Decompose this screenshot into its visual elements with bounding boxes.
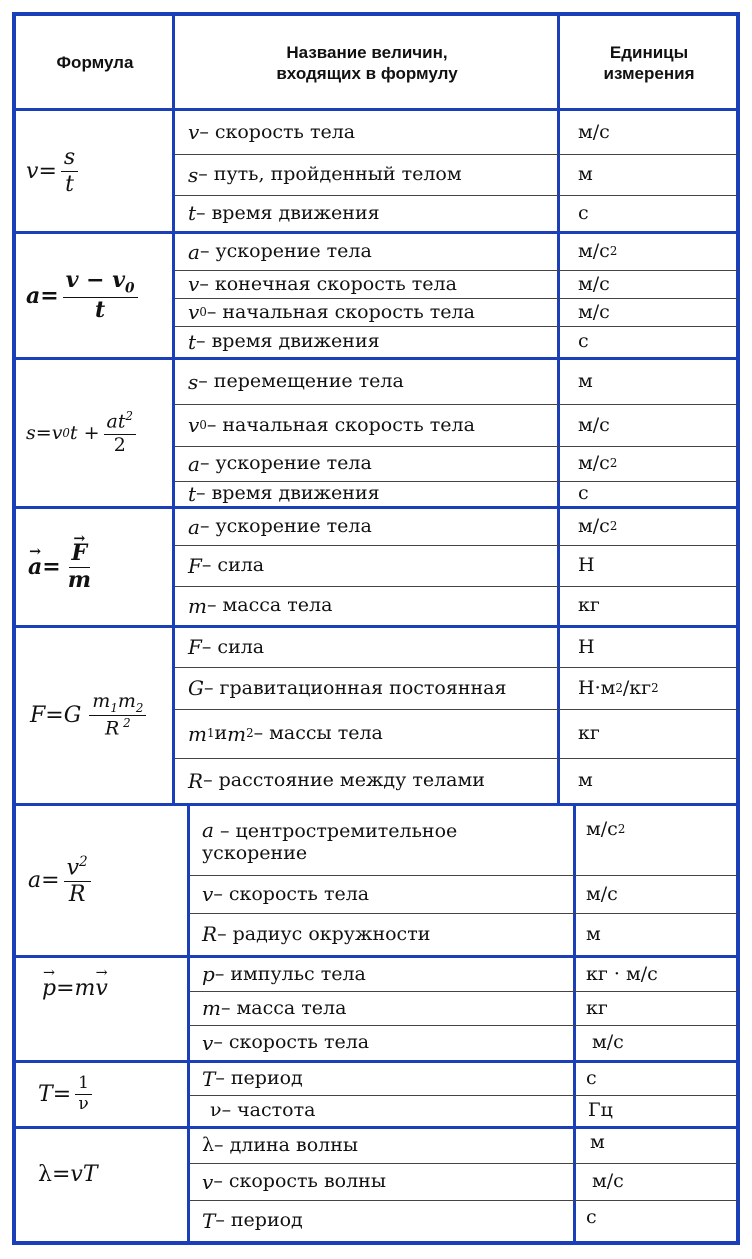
divider [187, 805, 190, 1243]
quantity-description: F – сила [188, 553, 265, 578]
quantity-description: F – сила [188, 635, 265, 659]
unit-value: с [578, 482, 589, 505]
unit-value: с [578, 330, 589, 353]
quantity-description: m 1 и m 2 – массы тела [188, 721, 383, 746]
formula-newton-second-law: → a = → $\frac{F}{m}$ [16, 509, 172, 625]
header-units: Единицы измерения [603, 42, 695, 83]
quantity-description: m – масса тела [188, 593, 333, 618]
formula-centripetal: a = $\frac{v^2}{R}$ [16, 806, 187, 955]
quantity-description: v – скорость тела [188, 120, 356, 144]
formula-momentum: → p = m → v [16, 958, 187, 1018]
unit-value: м/с [592, 1170, 624, 1193]
divider [172, 14, 175, 805]
quantity-description: p – импульс тела [202, 962, 366, 986]
unit-value: м/с [578, 300, 610, 323]
quantity-description: s – перемещение тела [188, 369, 404, 394]
unit-value: м/с [578, 120, 610, 143]
quantity-description: G – гравитационная постоянная [188, 676, 507, 700]
divider [573, 805, 576, 1243]
unit-value: м/с [578, 413, 610, 436]
unit-value: кг · м/с [586, 962, 658, 985]
quantity-description: T – период [202, 1066, 303, 1091]
formula-wavelength: λ = vT [38, 1161, 98, 1187]
unit-value: м/с [592, 1031, 624, 1054]
quantity-description: v 0 – начальная скорость тела [188, 300, 475, 324]
quantity-description: s – путь, пройденный телом [188, 162, 462, 187]
quantity-description: ν – частота [210, 1099, 316, 1122]
divider [557, 14, 560, 805]
unit-value: м/с 2 [586, 818, 626, 841]
formula-gravitation: F = G $\frac{m_1m_2}{R ^2}$ [16, 628, 172, 803]
quantity-description: v – скорость тела [202, 882, 370, 906]
quantity-description: a – центростремительное ускорение [202, 817, 458, 864]
unit-value: м [590, 1131, 605, 1154]
quantity-description: λ – длина волны [202, 1134, 359, 1157]
quantity-description: v – конечная скорость тела [188, 272, 457, 296]
unit-value: Гц [588, 1099, 613, 1122]
quantity-description: v – скорость тела [202, 1030, 370, 1055]
formula-displacement: s = v 0 t + $\frac{at^2}{2}$ [16, 360, 172, 506]
unit-value: с [578, 201, 589, 224]
unit-value: Н [578, 635, 595, 658]
quantity-description: t – время движения [188, 329, 380, 354]
quantity-description: v – скорость волны [202, 1169, 386, 1194]
unit-value: кг [586, 996, 608, 1019]
quantity-description: a – ускорение тела [188, 239, 372, 264]
unit-value: с [586, 1067, 597, 1090]
quantity-description: T – период [202, 1208, 303, 1233]
unit-value: м/с [578, 272, 610, 295]
quantity-description: R – радиус окружности [202, 922, 431, 946]
quantity-description: t – время движения [188, 481, 380, 506]
quantity-description: a – ускорение тела [188, 451, 372, 476]
header-formula: Формула [56, 53, 134, 73]
quantity-description: a – ускорение тела [188, 514, 372, 539]
unit-value: м/с 2 [578, 452, 618, 475]
unit-value: м [578, 370, 593, 393]
unit-value: м [578, 769, 593, 792]
unit-value: м [578, 163, 593, 186]
unit-value: кг [578, 594, 600, 617]
formula-velocity: v = $\frac{s}{t}$ [16, 111, 172, 231]
unit-value: м/с [586, 882, 618, 905]
unit-value: м [586, 922, 601, 945]
quantity-description: m – масса тела [202, 996, 347, 1020]
unit-value: с [586, 1206, 597, 1229]
header-quantity-names: Название величин, входящих в формулу [276, 42, 458, 83]
unit-value: Н·м 2 /кг 2 [578, 676, 659, 699]
unit-value: м/с 2 [578, 240, 618, 263]
quantity-description: v 0 – начальная скорость тела [188, 413, 475, 437]
formula-acceleration: a = $\frac{v - v_0}{t}$ [16, 234, 172, 357]
unit-value: м/с 2 [578, 515, 618, 538]
quantity-description: t – время движения [188, 201, 380, 225]
quantity-description: R – расстояние между телами [188, 768, 485, 793]
unit-value: Н [578, 554, 595, 577]
unit-value: кг [578, 722, 600, 745]
formula-period: T = $\frac{1}{\nu}$ [16, 1063, 187, 1126]
